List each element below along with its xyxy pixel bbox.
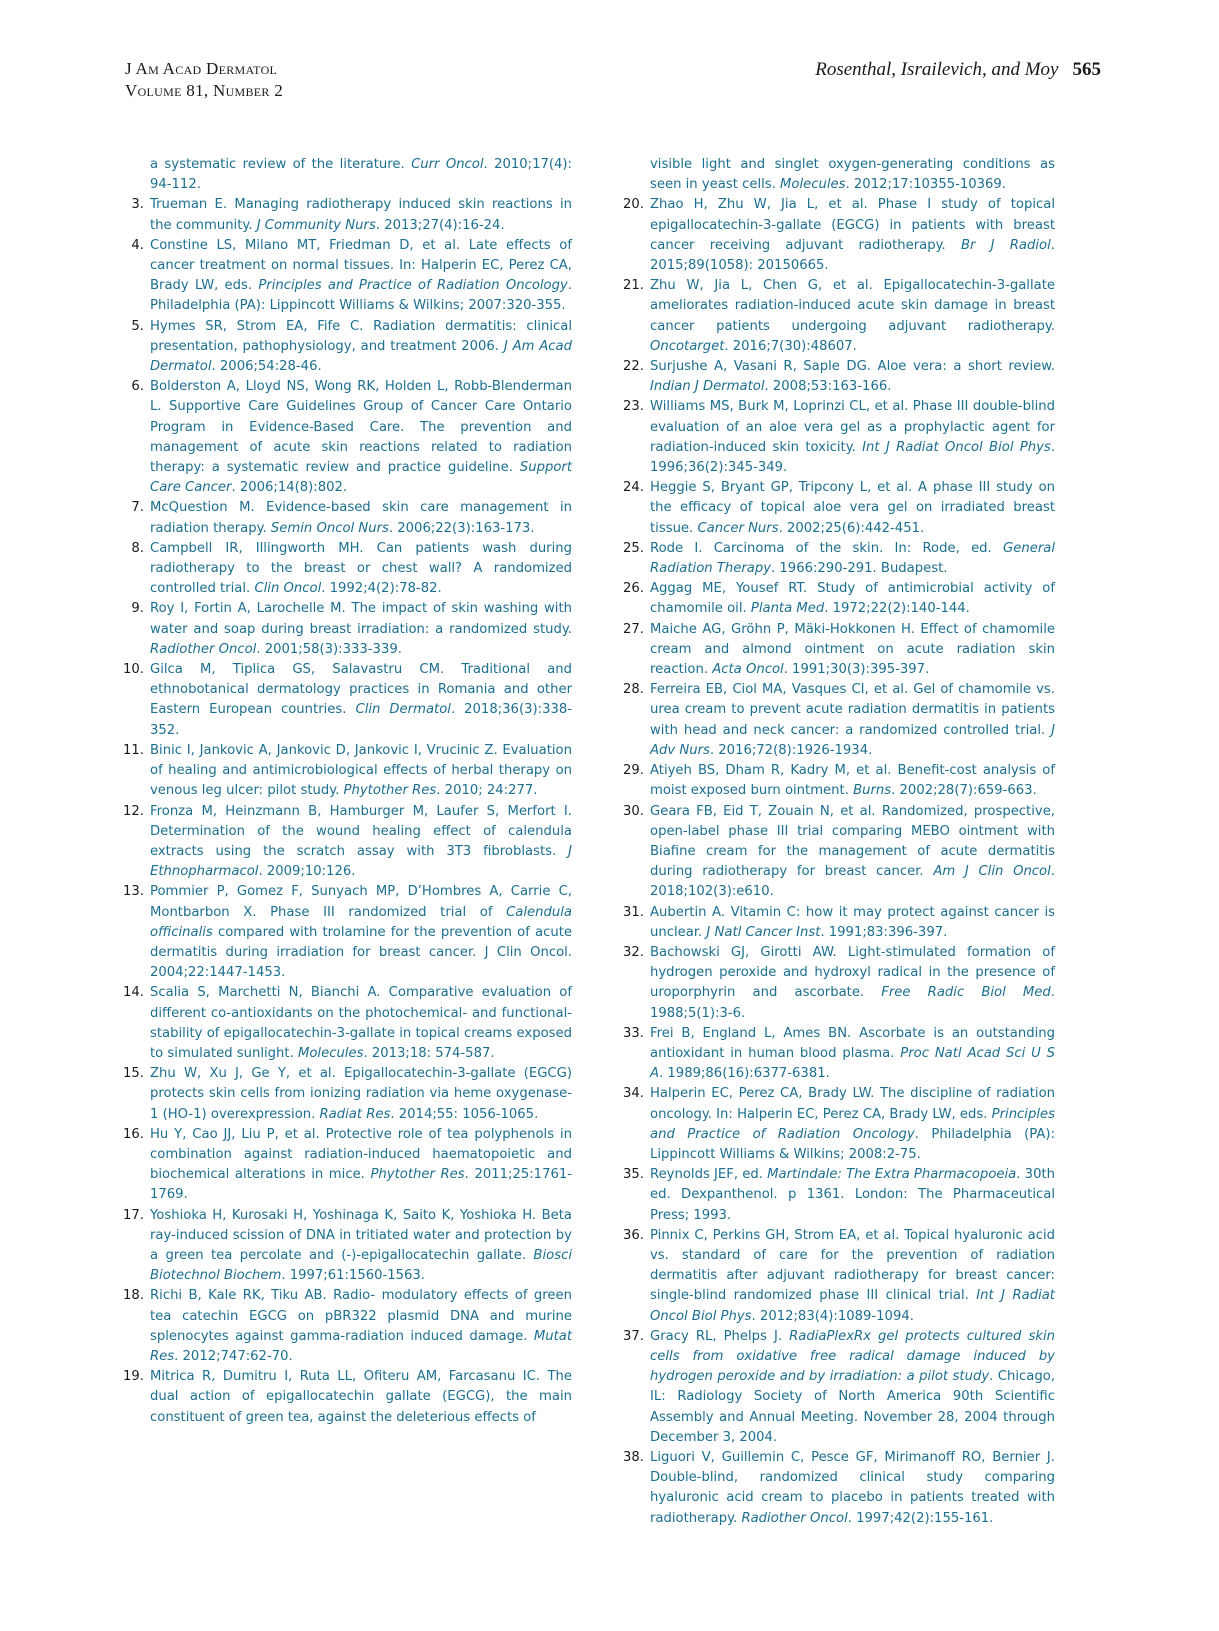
reference-text[interactable]: Zhao H, Zhu W, Jia L, et al. Phase I study of topical epigallocatechin-3-gallate (EGCG) in patients with breast cancer receiving adjuvant radiotherapy. — [650, 197, 1055, 253]
reference-item — [123, 802, 572, 883]
reference-number: 36. — [623, 1227, 644, 1243]
reference-journal[interactable]: Molecules — [780, 177, 846, 193]
reference-citation-detail[interactable]: . 2006;54:28-46. — [211, 359, 322, 375]
reference-citation-detail[interactable]: . 1997;42(2):155-161. — [847, 1510, 994, 1526]
reference-citation-detail[interactable]: . 2012;747:62-70. — [174, 1348, 293, 1364]
reference-text[interactable]: Pinnix C, Perkins GH, Strom EA, et al. Topical hyaluronic acid vs. standard of care for the prevention of radiation dermatitis after adjuvant radiotherapy for breast cancer: single-blind randomized phase III clinical trial. — [650, 1227, 1055, 1304]
reference-citation-detail[interactable]: . 1996;36(2):345-349. — [650, 439, 1056, 476]
reference-text[interactable]: Atiyeh BS, Dham R, Kadry M, et al. Benefit-cost analysis of moist exposed burn ointment. — [650, 763, 1055, 799]
reference-text[interactable]: Constine LS, Milano MT, Friedman D, et al. Late effects of cancer treatment on normal tissues. In: Halperin EC, Perez CA, Brady LW, eds. — [150, 237, 572, 294]
reference-item — [127, 155, 572, 195]
reference-number: 13. — [123, 884, 144, 900]
reference-citation-detail[interactable]: . 30th ed. Dexpanthenol. p 1361. London: The Pharmaceutical Press; 1993. — [650, 1167, 1055, 1223]
reference-journal[interactable]: Support Care Cancer — [150, 460, 572, 496]
reference-citation-detail[interactable]: compared with trolamine for the prevention of acute dermatitis during irradiation for breast cancer. J Clin Oncol. 2004;22:1447-1453. — [150, 924, 572, 981]
reference-citation-detail[interactable]: . 2016;72(8):1926-1934. — [709, 742, 873, 758]
journal-volume: Volume 81, Number 2 — [125, 81, 284, 100]
reference-journal[interactable]: Martindale: The Extra Pharmacopoeia — [767, 1167, 1017, 1183]
reference-number: 30. — [623, 803, 644, 819]
reference-journal[interactable]: Planta Med — [750, 601, 825, 617]
reference-number: 29. — [623, 763, 644, 779]
reference-item — [123, 741, 572, 802]
reference-text[interactable]: Bachowski GJ, Girotti AW. Light-stimulated formation of hydrogen peroxide and hydroxyl radical in the presence of uroporphyrin and ascorbate. — [650, 944, 1055, 1001]
reference-text[interactable]: Hu Y, Cao JJ, Liu P, et al. Protective role of tea polyphenols in combination against radiation-induced haematopoietic and biochemical alterations in mice. — [150, 1126, 572, 1183]
reference-citation-detail[interactable]: . Philadelphia (PA): Lippincott Williams & Wilkins; 2008:2-75. — [650, 1126, 1056, 1162]
reference-number: 26. — [623, 581, 644, 597]
reference-text[interactable]: Binic I, Jankovic A, Jankovic D, Jankovic I, Vrucinic Z. Evaluation of healing and antimicrobiological effects of herbal therapy on venous leg ulcer: pilot study. — [150, 742, 572, 799]
reference-item — [127, 377, 572, 498]
reference-citation-detail[interactable]: . 2013;27(4):16-24. — [375, 217, 505, 233]
reference-number: 35. — [623, 1167, 644, 1183]
reference-number: 24. — [623, 480, 644, 496]
reference-item — [123, 660, 572, 741]
reference-number: 10. — [123, 662, 144, 678]
reference-text[interactable]: Aggag ME, Yousef RT. Study of antimicrobial activity of chamomile oil. — [650, 581, 1055, 617]
reference-journal[interactable]: Free Radic Biol Med — [881, 985, 1051, 1001]
reference-text[interactable]: Frei B, England L, Ames BN. Ascorbate is an outstanding antioxidant in human blood plasma. — [650, 1025, 1055, 1061]
reference-journal[interactable]: Principles and Practice of Radiation Oncology — [650, 1106, 1055, 1142]
reference-number: 22. — [623, 359, 644, 375]
reference-text[interactable]: visible light and singlet oxygen-generating conditions as seen in yeast cells. — [650, 157, 1055, 193]
reference-item — [123, 983, 572, 1064]
reference-journal[interactable]: Indian J Dermatol — [650, 379, 765, 395]
reference-text[interactable]: Gracy RL, Phelps J. — [650, 1328, 790, 1344]
reference-journal[interactable]: Oncotarget — [650, 338, 725, 354]
reference-text[interactable]: Geara FB, Eid T, Zouain N, et al. Randomized, prospective, open-label phase III trial comparing MEBO ointment with Biafine cream for the management of acute dermatitis during radiotherapy for breast cancer. — [650, 803, 1055, 880]
reference-text[interactable]: Bolderston A, Lloyd NS, Wong RK, Holden L, Robb-Blenderman L. Supportive Care Guidelines Group of Cancer Care Ontario Program in Evidence-Based Care. The prevention and management of acute skin reactions related to radiation therapy: a systematic review and practice guideline. — [150, 379, 572, 476]
reference-citation-detail[interactable]: . 2002;28(7):659-663. — [891, 783, 1037, 799]
reference-number: 33. — [623, 1025, 644, 1041]
reference-citation-detail[interactable]: . Chicago, IL: Radiology Society of North America 90th Scientific Assembly and Annual Meeting. November 28, 2004 through December 3, 2004. — [650, 1369, 1056, 1445]
reference-number: 17. — [123, 1207, 144, 1223]
reference-journal[interactable]: Proc Natl Acad Sci U S A — [650, 1045, 1055, 1082]
reference-journal[interactable]: Phytother Res — [343, 783, 437, 799]
reference-journal[interactable]: J Am Acad Dermatol — [150, 338, 572, 375]
reference-item — [623, 1024, 1055, 1085]
reference-journal[interactable]: J Community Nurs — [256, 217, 376, 233]
reference-text[interactable]: Rode I. Carcinoma of the skin. In: Rode, ed. — [650, 540, 1004, 556]
reference-citation-detail[interactable]: . Philadelphia (PA): Lippincott Williams & Wilkins; 2007:320-355. — [150, 278, 572, 314]
reference-item — [623, 276, 1055, 357]
reference-item — [623, 680, 1055, 761]
reference-number: 37. — [623, 1328, 644, 1344]
reference-item — [123, 882, 572, 983]
reference-text[interactable]: Reynolds JEF, ed. — [650, 1167, 768, 1183]
reference-item — [123, 1206, 572, 1287]
reference-number: 28. — [623, 682, 644, 698]
journal-name: J Am Acad Dermatol — [125, 59, 278, 78]
reference-text[interactable]: Yoshioka H, Kurosaki H, Yoshinaga K, Saito K, Yoshioka H. Beta ray-induced scission of DNA in tritiated water and protection by a green tea percolate and (-)-epigallocatechin gallate. — [150, 1207, 572, 1263]
reference-citation-detail[interactable]: . 2012;17:10355-10369. — [845, 177, 1006, 193]
reference-text[interactable]: Gilca M, Tiplica GS, Salavastru CM. Traditional and ethnobotanical dermatology practices in Romania and other Eastern European countries. — [150, 662, 572, 718]
reference-number: 19. — [123, 1369, 144, 1385]
reference-journal[interactable]: Br J Radiol — [960, 237, 1051, 253]
reference-item — [623, 943, 1055, 1024]
reference-text[interactable]: Liguori V, Guillemin C, Pesce GF, Mirimanoff RO, Bernier J. Double-blind, randomized clinical study comparing hyaluronic acid cream to placebo in patients treated with radiotherapy. — [650, 1450, 1055, 1526]
reference-citation-detail[interactable]: . 1997;61:1560-1563. — [281, 1268, 425, 1284]
reference-number: 5. — [131, 318, 144, 334]
reference-journal[interactable]: Mutat Res — [150, 1328, 572, 1364]
reference-text[interactable]: Richi B, Kale RK, Tiku AB. Radio- modulatory effects of green tea catechin EGCG on pBR322 plasmid DNA and murine splenocytes against gamma-radiation induced damage. — [150, 1288, 572, 1344]
reference-citation-detail[interactable]: . 1966:290-291. Budapest. — [771, 561, 948, 577]
reference-journal[interactable]: Phytother Res — [370, 1167, 465, 1183]
reference-journal[interactable]: Int J Radiat Oncol Biol Phys — [650, 1288, 1055, 1324]
reference-journal[interactable]: Am J Clin Oncol — [933, 864, 1051, 880]
reference-number: 25. — [623, 540, 644, 556]
reference-journal[interactable]: Acta Oncol — [712, 662, 784, 678]
reference-text[interactable]: Zhu W, Jia L, Chen G, et al. Epigallocatechin-3-gallate ameliorates radiation-induced acute skin damage in breast cancer patients undergoing adjuvant radiotherapy. — [650, 278, 1055, 334]
reference-citation-detail[interactable]: . 1972;22(2):140-144. — [824, 601, 970, 617]
reference-number: 3. — [131, 197, 144, 213]
reference-citation-detail[interactable]: . 2015;89(1058): 20150665. — [650, 237, 1055, 274]
reference-citation-detail[interactable]: . 1992;4(2):78-82. — [321, 581, 442, 597]
reference-text[interactable]: Surjushe A, Vasani R, Saple DG. Aloe vera: a short review. — [650, 359, 1055, 375]
reference-item — [123, 1367, 572, 1428]
reference-item — [127, 317, 572, 378]
reference-number: 31. — [623, 904, 644, 920]
reference-citation-detail[interactable]: . 2008;53:163-166. — [764, 379, 892, 395]
reference-journal[interactable]: Clin Oncol — [254, 581, 322, 597]
reference-number: 14. — [123, 985, 144, 1001]
reference-item — [623, 761, 1055, 801]
reference-citation-detail[interactable]: . 2014;55: 1056-1065. — [390, 1106, 539, 1122]
page-number: 565 — [1072, 59, 1101, 80]
reference-item — [623, 903, 1055, 943]
reference-item — [623, 1084, 1056, 1165]
reference-text[interactable]: McQuestion M. Evidence-based skin care management in radiation therapy. — [150, 500, 572, 536]
reference-citation-detail[interactable]: . 2018;36(3):338-352. — [150, 702, 572, 738]
reference-citation-detail[interactable]: . 2018;102(3):e610. — [650, 864, 1055, 900]
reference-text[interactable]: Aubertin A. Vitamin C: how it may protect against cancer is unclear. — [650, 904, 1055, 940]
reference-item — [127, 195, 572, 235]
reference-citation-detail[interactable]: . 2016;7(30):48607. — [724, 338, 857, 354]
reference-journal[interactable]: RadiaPlexRx gel protects cultured skin cells from oxidative free radical damage induced by hydrogen peroxide and by irradiation: a pilot study — [650, 1328, 1055, 1385]
reference-text[interactable]: Ferreira EB, Ciol MA, Vasques CI, et al. Gel of chamomile vs. urea cream to prevent acute radiation dermatitis in patients with head and neck cancer: a randomized controlled trial. — [650, 682, 1055, 738]
reference-citation-detail[interactable]: . 1991;30(3):395-397. — [783, 662, 930, 678]
reference-text[interactable]: Williams MS, Burk M, Loprinzi CL, et al. Phase III double-blind evaluation of an aloe vera gel as a prophylactic agent for radiation-induced skin toxicity. — [650, 399, 1055, 455]
reference-number: 27. — [623, 621, 644, 637]
reference-number: 38. — [623, 1450, 644, 1465]
reference-number: 15. — [123, 1066, 144, 1082]
reference-text[interactable]: Scalia S, Marchetti N, Bianchi A. Comparative evaluation of different co-antioxidants on the photochemical- and functional-stability of epigallocatechin-3-gallate in topical creams exposed to simulated sunlight. — [150, 985, 572, 1061]
reference-number: 4. — [131, 237, 144, 253]
reference-item — [127, 599, 572, 660]
reference-citation-detail[interactable]: . 1988;5(1):3-6. — [650, 985, 1055, 1021]
reference-number: 9. — [131, 601, 144, 617]
reference-text[interactable]: Roy I, Fortin A, Larochelle M. The impact of skin washing with water and soap during breast irradiation: a randomized study. — [150, 601, 572, 637]
reference-journal[interactable]: Radiother Oncol — [741, 1510, 848, 1526]
reference-text[interactable]: Campbell IR, Illingworth MH. Can patients wash during radiotherapy to the breast or chest wall? A randomized controlled trial. — [150, 540, 572, 597]
references-column-right — [623, 155, 1056, 1529]
reference-journal[interactable]: Principles and Practice of Radiation Oncology — [258, 278, 568, 294]
reference-journal[interactable]: Molecules — [297, 1045, 364, 1061]
reference-citation-detail[interactable]: . 2006;14(8):802. — [231, 480, 348, 496]
reference-number: 34. — [623, 1086, 644, 1102]
reference-number: 32. — [623, 944, 644, 960]
reference-text[interactable]: Heggie S, Bryant GP, Tripcony L, et al. A phase III study on the efficacy of topical aloe vera gel on irradiated breast tissue. — [650, 480, 1055, 536]
reference-text[interactable]: Zhu W, Xu J, Ge Y, et al. Epigallocatechin-3-gallate (EGCG) protects skin cells from ionizing radiation via heme oxygenase-1 (HO-1) overexpression. — [150, 1066, 572, 1122]
reference-citation-detail[interactable]: . 2012;83(4):1089-1094. — [751, 1308, 914, 1324]
reference-journal[interactable]: Radiat Res — [319, 1106, 391, 1122]
reference-journal[interactable]: Semin Oncol Nurs — [270, 520, 389, 536]
reference-journal[interactable]: Burns — [853, 783, 892, 799]
reference-number: 6. — [131, 379, 144, 395]
reference-journal[interactable]: Int J Radiat Oncol Biol Phys — [862, 439, 1051, 455]
reference-item — [623, 397, 1056, 478]
reference-number: 20. — [623, 197, 644, 213]
reference-journal[interactable]: Radiother Oncol — [150, 641, 257, 657]
reference-number: 11. — [123, 742, 144, 758]
reference-item — [623, 620, 1055, 681]
running-head-authors — [815, 58, 1101, 82]
reference-citation-detail[interactable]: . 2010;17(4): 94-112. — [150, 157, 572, 193]
reference-item — [623, 1327, 1056, 1448]
reference-citation-detail[interactable]: . 2001;58(3):333-339. — [256, 641, 402, 657]
reference-item — [623, 1448, 1055, 1529]
reference-number: 12. — [123, 803, 144, 819]
reference-citation-detail[interactable]: . 2002;25(6):442-451. — [778, 520, 925, 536]
reference-number: 21. — [623, 278, 644, 294]
reference-text[interactable]: Pommier P, Gomez F, Sunyach MP, D’Hombres A, Carrie C, Montbarbon X. Phase III randomized trial of — [150, 884, 572, 920]
reference-citation-detail[interactable]: . 2010; 24:277. — [436, 783, 538, 799]
reference-text[interactable]: Halperin EC, Perez CA, Brady LW. The discipline of radiation oncology. In: Halperin EC, Perez CA, Brady LW, eds. — [650, 1086, 1055, 1122]
reference-journal[interactable]: J Natl Cancer Inst — [706, 924, 821, 940]
reference-text[interactable]: Trueman E. Managing radiotherapy induced skin reactions in the community. — [150, 197, 572, 233]
reference-item — [623, 357, 1055, 397]
reference-item — [623, 579, 1055, 619]
reference-number: 18. — [123, 1288, 144, 1304]
reference-journal[interactable]: J Adv Nurs — [650, 722, 1055, 758]
reference-citation-detail[interactable]: . 1989;86(16):6377-6381. — [659, 1066, 830, 1082]
reference-item — [123, 1286, 572, 1367]
reference-citation-detail[interactable]: . 2013;18: 574-587. — [363, 1045, 495, 1061]
reference-item — [623, 1226, 1055, 1327]
reference-text[interactable]: Mitrica R, Dumitru I, Ruta LL, Ofiteru AM, Farcasanu IC. The dual action of epigallocatechin gallate (EGCG), the main constituent of green tea, against the deleterious effects of — [150, 1369, 572, 1425]
reference-item — [623, 539, 1055, 579]
reference-item — [123, 1064, 572, 1125]
reference-citation-detail[interactable]: . 2011;25:1761-1769. — [150, 1167, 572, 1203]
reference-journal[interactable]: Biosci Biotechnol Biochem — [150, 1247, 572, 1284]
running-head-journal — [125, 58, 283, 102]
reference-text[interactable]: Maiche AG, Gröhn P, Mäki-Hokkonen H. Effect of chamomile cream and almond ointment on acute radiation skin reaction. — [650, 621, 1055, 678]
reference-item — [623, 195, 1055, 276]
reference-item — [627, 155, 1055, 195]
reference-text[interactable]: a systematic review of the literature. — [150, 157, 412, 172]
reference-item — [127, 539, 572, 600]
reference-item — [127, 236, 572, 317]
authors: Rosenthal, Israilevich, and Moy — [815, 59, 1059, 80]
reference-journal[interactable]: Calendula officinalis — [150, 904, 572, 940]
reference-citation-detail[interactable]: . 1991;83:396-397. — [820, 924, 948, 940]
reference-text[interactable]: Hymes SR, Strom EA, Fife C. Radiation dermatitis: clinical presentation, pathophysiology, and treatment 2006. — [150, 318, 572, 354]
reference-journal[interactable]: Clin Dermatol — [355, 702, 451, 718]
reference-journal[interactable]: J Ethnopharmacol — [150, 843, 572, 880]
reference-item — [623, 1165, 1055, 1226]
references-column-left — [123, 155, 572, 1428]
reference-text[interactable]: Fronza M, Heinzmann B, Hamburger M, Laufer S, Merfort I. Determination of the wound healing effect of calendula extracts using the scratch assay with 3T3 fibroblasts. — [150, 803, 572, 859]
reference-item — [623, 802, 1055, 903]
reference-number: 23. — [623, 399, 644, 415]
reference-number: 7. — [131, 500, 144, 516]
reference-citation-detail[interactable]: . 2006;22(3):163-173. — [388, 520, 535, 536]
reference-number: 8. — [131, 540, 144, 556]
reference-item — [623, 478, 1055, 539]
reference-journal[interactable]: Cancer Nurs — [697, 520, 779, 536]
reference-citation-detail[interactable]: . 2009;10:126. — [258, 864, 356, 880]
reference-journal[interactable]: General Radiation Therapy — [650, 540, 1055, 577]
reference-item — [127, 498, 572, 538]
reference-item — [123, 1125, 572, 1206]
reference-journal[interactable]: Curr Oncol — [411, 157, 484, 172]
reference-number: 16. — [123, 1126, 144, 1142]
